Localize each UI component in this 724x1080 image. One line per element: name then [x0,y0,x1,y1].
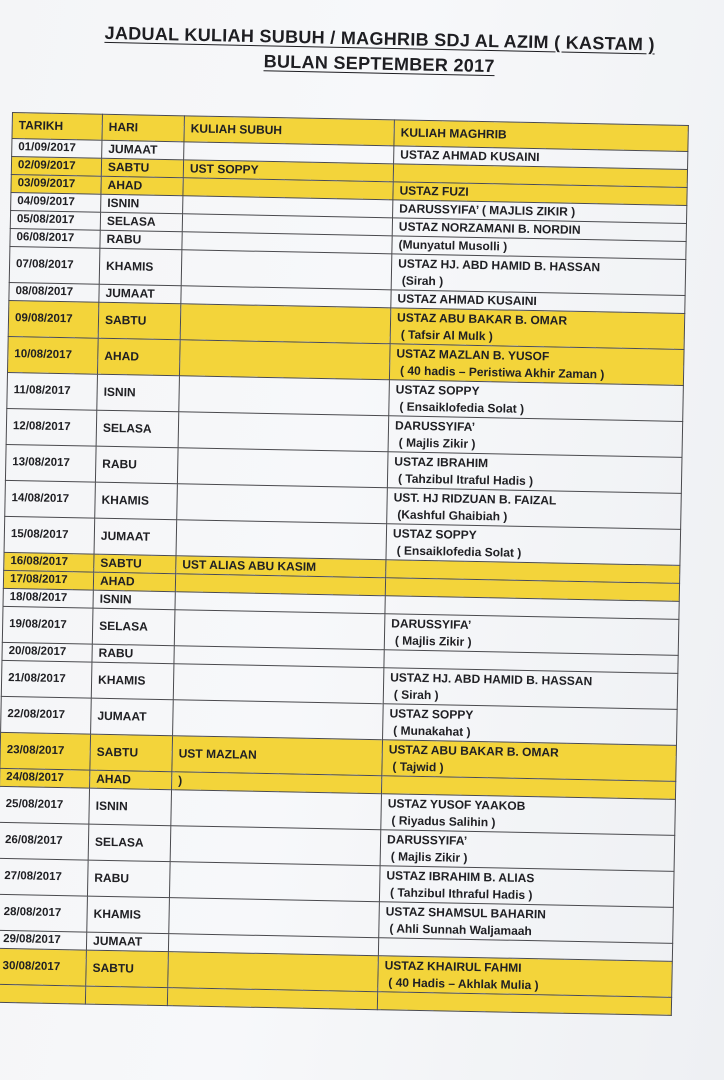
column-header-subuh: KULIAH SUBUH [184,116,394,146]
day-cell: SELASA [100,212,182,232]
day-cell: ISNIN [89,788,172,826]
date-cell: 13/08/2017 [5,444,96,482]
date-cell: 24/08/2017 [0,768,90,788]
lecture-topic: ( 40 hadis – Peristiwa Akhir Zaman ) [399,362,605,381]
day-cell: JUMAAT [102,140,184,160]
lecture-topic: ( Ensaiklofedia Solat ) [396,542,522,560]
speaker-name: UST. HJ RIDZUAN B. FAIZAL [393,489,557,508]
date-cell: 06/08/2017 [10,228,100,248]
day-cell: JUMAAT [86,932,168,952]
kuliah-subuh-cell [173,664,384,704]
date-cell: 01/09/2017 [12,139,102,159]
schedule-body [0,139,688,1016]
speaker-name: USTAZ SHAMSUL BAHARIN [385,903,547,921]
kuliah-subuh-cell [181,250,392,290]
speaker-name: USTAZ IBRAHIM B. ALIAS [386,867,535,885]
kuliah-subuh-cell [180,304,391,344]
title-line-1: JADUAL KULIAH SUBUH / MAGHRIB SDJ AL AZIM ( KASTAM ) [104,22,655,55]
day-cell: SABTU [101,158,183,178]
lecture-topic: ( Sirah ) [393,686,439,702]
date-cell: 20/08/2017 [2,642,92,662]
day-cell: KHAMIS [99,248,182,286]
kuliah-maghrib-cell [386,524,681,566]
date-cell: 28/08/2017 [0,894,87,932]
lecture-topic: ( Tahzibul Itraful Hadis ) [397,470,534,488]
date-cell: 29/08/2017 [0,930,87,950]
kuliah-subuh-cell [167,988,377,1010]
lecture-topic: ( Tafsir Al Mulk ) [400,327,493,343]
day-cell: AHAD [101,176,183,196]
speaker-name: USTAZ MAZLAN B. YUSOF [396,345,550,363]
speaker-name: DARUSSYIFA’ [391,615,472,632]
kuliah-subuh-cell: ) [172,772,382,794]
day-cell [85,986,167,1006]
kuliah-maghrib-cell [390,308,685,350]
day-cell: ISNIN [93,590,175,610]
day-cell: SABTU [86,950,169,988]
kuliah-maghrib-cell [387,488,682,530]
speaker-name: USTAZ IBRAHIM [394,453,489,470]
kuliah-subuh-cell [169,862,380,902]
kuliah-maghrib-cell [383,668,678,710]
date-cell: 11/08/2017 [7,372,98,410]
speaker-name: USTAZ ABU BAKAR B. OMAR [388,741,559,760]
kuliah-maghrib-cell [389,344,684,386]
date-cell: 27/08/2017 [0,858,88,896]
day-cell: ISNIN [97,374,180,412]
speaker-name: USTAZ HJ. ABD HAMID B. HASSAN [398,255,601,274]
date-cell: 08/08/2017 [9,282,99,302]
date-cell [0,984,86,1004]
schedule-table-wrapper [0,112,688,1016]
date-cell: 16/08/2017 [4,552,94,572]
date-cell: 10/08/2017 [7,336,98,374]
kuliah-subuh-cell [171,790,382,830]
lecture-topic: ( Majlis Zikir ) [390,848,468,865]
day-cell: AHAD [97,338,180,376]
speaker-name: USTAZ FUZI [399,183,469,199]
speaker-name: (Munyatul Musolli ) [398,237,508,254]
speaker-name: USTAZ AHMAD KUSAINI [397,291,537,309]
speaker-name [392,587,673,592]
kuliah-subuh-cell [176,520,387,560]
date-cell: 02/09/2017 [11,157,101,177]
kuliah-subuh-cell: UST ALIAS ABU KASIM [176,556,386,578]
speaker-name [400,173,681,178]
column-header-hari: HARI [102,114,184,142]
column-header-maghrib: KULIAH MAGHRIB [394,120,688,152]
kuliah-maghrib-cell [383,704,678,746]
speaker-name: USTAZ SOPPY [395,381,480,398]
day-cell: RABU [100,230,182,250]
kuliah-maghrib-cell [384,614,679,656]
lecture-topic: (Sirah ) [401,273,444,288]
day-cell: JUMAAT [99,284,181,304]
kuliah-maghrib-cell [388,416,683,458]
lecture-topic: ( Tajwid ) [392,758,444,774]
date-cell: 22/08/2017 [1,696,92,734]
speaker-name: DARUSSYIFA’ [386,831,468,848]
day-cell: RABU [92,644,174,664]
date-cell: 03/09/2017 [11,174,101,194]
day-cell: ISNIN [101,194,183,214]
speaker-name [391,659,672,664]
kuliah-subuh-cell [173,700,384,740]
day-cell: SABTU [94,554,176,574]
lecture-topic: ( Majlis Zikir ) [398,434,476,451]
day-cell: SABTU [90,734,173,772]
day-cell: KHAMIS [91,662,174,700]
speaker-name: USTAZ SOPPY [392,525,477,542]
speaker-name [385,947,666,952]
kuliah-subuh-cell [170,826,381,866]
speaker-name: USTAZ KHAIRUL FAHMI [384,957,522,975]
date-cell: 14/08/2017 [5,480,96,518]
kuliah-subuh-cell [179,376,390,416]
date-cell: 30/08/2017 [0,948,86,986]
date-cell: 04/09/2017 [11,192,101,212]
speaker-name: USTAZ SOPPY [389,705,474,722]
day-cell: SABTU [98,302,181,340]
schedule-table [0,112,689,1016]
date-cell: 12/08/2017 [6,408,97,446]
date-cell: 09/08/2017 [8,300,99,338]
lecture-topic: ( Tahzibul Ithraful Hadis ) [389,884,533,902]
lecture-topic: ( 40 Hadis – Akhlak Mulia ) [388,974,539,992]
day-cell: RABU [95,446,178,484]
speaker-name [384,1001,665,1006]
date-cell: 26/08/2017 [0,822,89,860]
speaker-name [388,785,669,790]
kuliah-maghrib-cell [378,956,673,998]
day-cell: AHAD [93,572,175,592]
date-cell: 17/08/2017 [3,570,93,590]
date-cell: 25/08/2017 [0,786,90,824]
day-cell: AHAD [90,770,172,790]
document-title [59,22,700,81]
speaker-name [392,605,673,610]
kuliah-maghrib-cell [379,902,674,944]
kuliah-subuh-cell [179,340,390,380]
kuliah-subuh-cell [174,610,385,650]
column-header-tarikh: TARIKH [12,113,102,141]
day-cell: KHAMIS [95,482,178,520]
lecture-topic: (Kashful Ghaibiah ) [397,506,508,524]
speaker-name [392,569,673,574]
speaker-name: USTAZ HJ. ABD HAMID B. HASSAN [390,669,593,688]
kuliah-subuh-cell: UST MAZLAN [172,736,383,776]
speaker-name: USTAZ AHMAD KUSAINI [400,147,540,165]
date-cell: 07/08/2017 [9,246,100,284]
kuliah-maghrib-cell [379,866,674,908]
kuliah-subuh-cell [178,412,389,452]
date-cell: 18/08/2017 [3,588,93,608]
kuliah-subuh-cell [177,484,388,524]
speaker-name: USTAZ ABU BAKAR B. OMAR [397,309,568,328]
kuliah-subuh-cell [168,952,379,992]
day-cell: SELASA [92,608,175,646]
day-cell: RABU [87,860,170,898]
day-cell: SELASA [88,824,171,862]
kuliah-maghrib-cell [391,254,686,296]
lecture-topic: ( Ahli Sunnah Waljamaah [389,920,532,938]
day-cell: KHAMIS [87,896,170,934]
date-cell: 23/08/2017 [0,732,91,770]
speaker-name: DARUSSYIFA’ ( MAJLIS ZIKIR ) [399,201,576,219]
day-cell: SELASA [96,410,179,448]
kuliah-subuh-cell: UST SOPPY [183,160,393,182]
speaker-name: USTAZ NORZAMANI B. NORDIN [398,219,581,237]
kuliah-maghrib-cell [389,380,684,422]
title-line-2: BULAN SEPTEMBER 2017 [263,51,495,77]
kuliah-maghrib-cell [382,740,677,782]
date-cell: 05/08/2017 [10,210,100,230]
lecture-topic: ( Majlis Zikir ) [394,632,472,649]
kuliah-maghrib-cell [381,794,676,836]
date-cell: 21/08/2017 [1,660,92,698]
lecture-topic: ( Riyadus Salihin ) [391,812,496,829]
date-cell: 19/08/2017 [2,606,93,644]
kuliah-maghrib-cell [380,830,675,872]
kuliah-maghrib-cell [387,452,682,494]
day-cell: JUMAAT [94,518,177,556]
date-cell: 15/08/2017 [4,516,95,554]
speaker-name: DARUSSYIFA’ [394,417,476,434]
lecture-topic: ( Munakahat ) [393,722,471,739]
lecture-topic: ( Ensaiklofedia Solat ) [399,398,525,416]
kuliah-subuh-cell [169,898,380,938]
day-cell: JUMAAT [91,698,174,736]
kuliah-subuh-cell [177,448,388,488]
speaker-name: USTAZ YUSOF YAAKOB [387,795,526,813]
